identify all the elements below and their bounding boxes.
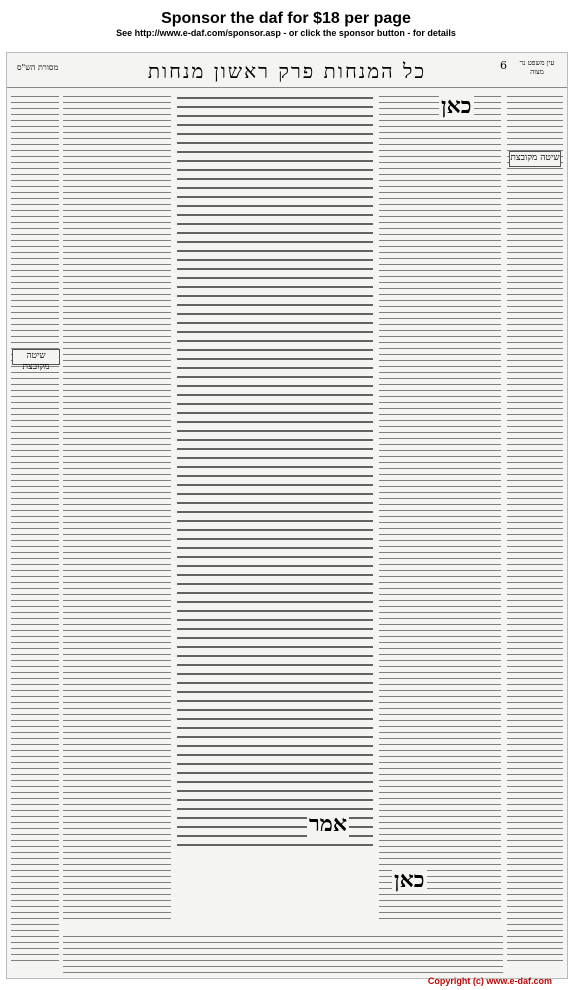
opening-word: כאן: [441, 93, 472, 119]
right-margin-column: [507, 93, 563, 963]
page-number: 6: [500, 59, 507, 72]
ein-mishpat-label: עין משפט נר מצוה: [519, 59, 555, 76]
left-margin-box: שיטה מקובצת: [12, 349, 60, 365]
left-margin-column: [11, 93, 59, 963]
tosafot-column: [63, 93, 171, 923]
bottom-commentary: [63, 933, 503, 973]
sponsor-title[interactable]: Sponsor the daf for $18 per page: [161, 10, 411, 27]
rashi-column: [379, 93, 501, 923]
rashi-big-word: כאן: [394, 867, 425, 893]
masoret-label: מסורת הש"ס: [17, 63, 59, 72]
sponsor-banner[interactable]: [0, 0, 572, 44]
talmud-page: [6, 52, 568, 979]
right-margin-box: שיטה מקובצת: [509, 151, 561, 167]
gemara-big-word: אמר: [309, 811, 347, 837]
page-title: כל המנחות פרק ראשון מנחות: [147, 59, 427, 83]
gemara-column: [177, 93, 373, 853]
footer: [0, 972, 572, 990]
page-header: [7, 53, 567, 88]
copyright-link[interactable]: Copyright (c) www.e-daf.com: [427, 976, 552, 986]
sponsor-subtitle[interactable]: See http://www.e-daf.com/sponsor.asp - or click the sponsor button - for details: [116, 28, 456, 38]
